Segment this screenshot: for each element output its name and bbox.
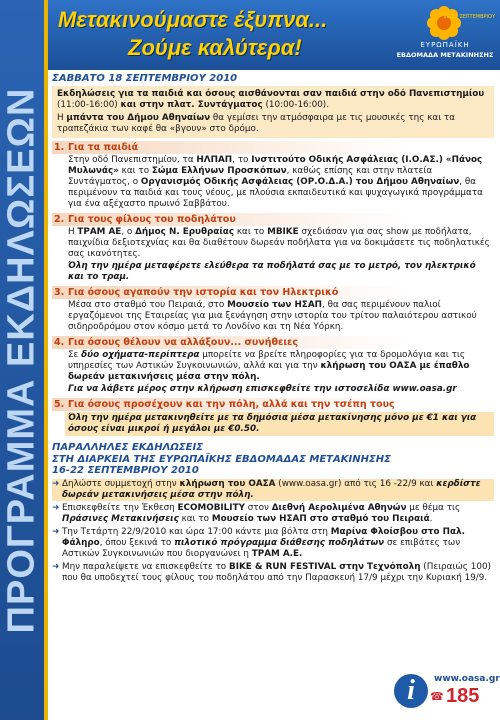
s1-a: Στην οδό Πανεπιστημίου, τα	[68, 155, 197, 165]
list-item-text	[62, 527, 494, 560]
s1-c: , το	[232, 155, 252, 165]
mobility-week-logo	[395, 6, 495, 66]
b2-a: Επισκεφθείτε την Έκθεση	[62, 502, 178, 513]
side-title-text: ΠΡΟΓΡΑΜΜΑ ΕΚΔΗΛΩΣΕΩΝ	[0, 87, 43, 633]
section-number: 1.	[54, 142, 65, 153]
s1-i: , θα περιμένουν τα παιδιά και τους νέους, με πλούσια εκπαιδευτικά και ψυχαγωγικά προγράμματα για ένα αξέχαστο πρωινό Σαββάτου.	[68, 177, 483, 209]
section-paragraph	[68, 300, 494, 333]
s2-d: Δήμος Ν. Ερυθραίας	[135, 227, 235, 237]
list-item	[52, 527, 494, 560]
b3-d: πιλοτικό πρόγραμμα διάθεσης ποδηλάτων	[174, 537, 385, 548]
b3-b: Μαρίνα Φλοίσβου στο Παλ. Φάληρο	[62, 526, 465, 548]
parallel-events	[52, 442, 494, 584]
b2-e: με θέμα τις	[406, 502, 461, 513]
footer-contact	[390, 668, 500, 716]
section-history	[52, 286, 494, 333]
info-icon: i	[394, 674, 428, 708]
intro2-b: μπάντα του Δήμου Αθηναίων	[66, 113, 211, 123]
b3-f: ΤΡΑΜ Α.Ε.	[251, 548, 303, 559]
phone-icon: ☎	[430, 690, 444, 703]
b3-e: σε επιβάτες των Αστικών Συγκοινωνιών που διοργανώνει η	[62, 537, 461, 559]
b2-d: Διεθνή Αερολιμένα Αθηνών	[271, 502, 407, 513]
program-content	[52, 72, 494, 672]
section-number: 4.	[54, 337, 65, 348]
s2-e: και το	[234, 227, 268, 237]
section-body	[52, 350, 494, 395]
b2-c: στον	[244, 502, 272, 513]
section-fares	[52, 398, 494, 436]
b2-g: και το	[178, 513, 212, 524]
section-body	[52, 227, 494, 283]
section-number: 3.	[54, 287, 65, 298]
b3-c: , όπου ξεκινά το	[99, 537, 175, 548]
b1-a: Δηλώστε συμμετοχή στην	[62, 478, 180, 489]
intro-paragraph-2	[57, 113, 489, 135]
list-item	[52, 479, 494, 501]
b4-c: (Πειραιώς 100) που θα υποδεχτεί τους φίλους του ποδηλάτου από την Παρασκευή 17/9 μέχρι την Κυριακή 19/9.	[62, 561, 491, 583]
b2-f: Πράσινες Μετακινήσεις	[62, 513, 179, 524]
section-paragraph	[68, 350, 494, 383]
section-habits	[52, 336, 494, 395]
oasa-url-link[interactable]: www.oasa.gr	[434, 674, 500, 684]
section-title: Για τα παιδιά	[68, 142, 138, 153]
slogan-line2: Ζούμε καλύτερα!	[128, 35, 302, 60]
intro2-a: Η	[57, 113, 67, 123]
section-note: Για να λάβετε μέρος στην κλήρωση επισκεφθείτε την ιστοσελίδα www.oasa.gr	[68, 384, 457, 394]
s1-d: Ινστιτούτο Οδικής Ασφάλειας (Ι.Ο.ΑΣ.) «Πάνος Μυλωνάς»	[68, 155, 483, 176]
section-title: Για όσους θέλουν να αλλάξουν... συνήθειες	[68, 337, 298, 348]
section-title: Για όσους προσέχουν και την πόλη, αλλά και την τσέπη τους	[68, 399, 395, 410]
list-item-text	[62, 562, 494, 584]
section-heading	[52, 141, 494, 154]
s1-e: και το	[118, 166, 152, 176]
section-paragraph	[68, 227, 494, 260]
s3-b: Μουσείο των ΗΣΑΠ	[227, 300, 322, 310]
section-heading	[52, 336, 494, 349]
s3-c: , θα σας περιμένουν παλιοί εργαζόμενοι της Εταιρείας για μια ξενάγηση στην ιστορία του τρίτου παλαιότερου αστικού σιδηροδρόμου στον κόσμο μετά το Λονδίνο και τη Νέα Υόρκη.	[68, 300, 477, 332]
section-cyclists	[52, 213, 494, 283]
b3-a: Την Τετάρτη 22/9/2010 και ώρα 17:00 κάντε μια βόλτα στη	[62, 526, 331, 537]
intro2-c: θα γεμίσει την ατμόσφαιρα με τις μουσικές της και τα τραπεζάκια των καφέ θα «βγουν» στο δρόμο.	[57, 113, 456, 134]
section-heading	[52, 213, 494, 226]
b4-b: BIKE & RUN FESTIVAL στην Τεχνόπολη	[229, 561, 421, 572]
intro-box	[52, 86, 494, 138]
section-title: Για όσους αγαπούν την ιστορία και τον Ηλεκτρικό	[68, 287, 339, 298]
intro-paragraph-1	[57, 89, 489, 111]
s3-a: Μέσα στο σταθμό του Πειραιά, στο	[68, 300, 228, 310]
logo-date: 16-22 ΣΕΠΤΕΜΒΡΙΟΥ	[443, 14, 495, 20]
s2-b: ΤΡΑΜ ΑΕ	[77, 227, 122, 237]
s1-b: ΗΛΠΑΠ	[196, 155, 233, 165]
s4-b: δύο οχήματα-περίπτερα	[81, 350, 200, 360]
arrow-bullet-icon: ➜	[52, 561, 60, 572]
s4-c: μπορείτε να βρείτε πληροφορίες για τα δρομολόγια και τις υπηρεσίες των Αστικών Συγκοινωνιών, αλλά και για την	[68, 350, 465, 371]
list-item-text	[62, 503, 494, 525]
section-title: Για τους φίλους του ποδηλάτου	[68, 214, 236, 225]
list-item	[52, 562, 494, 584]
slogan	[58, 6, 358, 62]
logo-line2: ΕΒΔΟΜΑΔΑ ΜΕΤΑΚΙΝΗΣΗΣ	[396, 51, 494, 59]
s1-h: Οργανισμός Οδικής Ασφάλειας (ΟΡ.Ο.Δ.Α.) του Δήμου Αθηναίων	[140, 177, 460, 187]
section-heading	[52, 398, 494, 411]
parallel-title-2: ΣΤΗ ΔΙΑΡΚΕΙΑ ΤΗΣ ΕΥΡΩΠΑΪΚΗΣ ΕΒΔΟΜΑΔΑΣ ΜΕΤΑΚΙΝΗΣΗΣ	[52, 453, 391, 465]
phone-number: 185	[446, 685, 480, 707]
s4-a: Σε	[68, 350, 82, 360]
s2-c: , ο	[121, 227, 136, 237]
s2-g: σχεδιάσαν για σας show με ποδήλατα, παιχνίδια δεξιοτεχνίας και θα διαθέτουν δωρεάν ποδήλατα για να δοκιμάσετε τις ποδηλατικές σας ικανότητες.	[68, 227, 490, 259]
b2-b: ECOMOBILITY	[177, 502, 245, 513]
list-item	[52, 503, 494, 525]
b4-a: Μην παραλείψετε να επισκεφθείτε το	[62, 561, 229, 572]
intro1-c: και στην πλατ. Συντάγματος	[120, 100, 263, 110]
s2-a: Η	[68, 227, 78, 237]
intro1-b: (11:00-16:00)	[57, 100, 121, 110]
parallel-title-3: 16-22 ΣΕΠΤΕΜΒΡΙΟΥ 2010	[52, 465, 199, 476]
b2-h: Μουσείο των ΗΣΑΠ στο σταθμό του Πειραιά	[211, 513, 430, 524]
section-kids	[52, 141, 494, 210]
s4-d: κλήρωση του ΟΑΣΑ με έπαθλο δωρεάν μετακινήσεις μέσα στην πόλη.	[68, 361, 470, 382]
event-date: ΣΑΒΒΑΤΟ 18 ΣΕΠΤΕΜΒΡΙΟΥ 2010	[52, 73, 238, 84]
section-note: Όλη την ημέρα μεταφέρετε ελεύθερα τα ποδήλατά σας με το μετρό, τον ηλεκτρικό και το τραμ.	[68, 261, 476, 282]
b1-b: κλήρωση του ΟΑΣΑ	[179, 478, 276, 489]
arrow-bullet-icon: ➜	[52, 502, 60, 513]
s2-f: MBIKE	[267, 227, 299, 237]
section-highlight: Όλη την ημέρα μετακινηθείτε με τα δημόσια μέσα μετακίνησης μόνο με €1 και για όσους είναι μικροί ή μεγάλοι με €0.50.	[65, 412, 494, 436]
b2-i: .	[429, 513, 433, 524]
s1-f: Σώμα Ελλήνων Προσκόπων	[151, 166, 287, 176]
flower-icon	[427, 6, 461, 40]
section-body	[52, 412, 494, 436]
slogan-line1: Μετακινούμαστε έξυπνα...	[58, 7, 328, 32]
section-body	[52, 300, 494, 333]
section-heading	[52, 286, 494, 299]
arrow-bullet-icon: ➜	[52, 478, 60, 489]
parallel-title-1: ΠΑΡΑΛΛΗΛΕΣ ΕΚΔΗΛΩΣΕΙΣ	[52, 442, 204, 453]
section-body	[52, 155, 494, 210]
b1-d: κερδίστε δωρεάν μετακινήσεις μέσα στην πόλη.	[62, 478, 481, 500]
logo-line1: ΕΥΡΩΠΑΪΚΗ	[420, 41, 470, 49]
arrow-bullet-icon: ➜	[52, 526, 60, 537]
b1-c: (www.oasa.gr) από τις 16 -22/9 και	[275, 478, 437, 489]
intro1-d: (10:00-16:00).	[262, 100, 330, 110]
list-item-text	[62, 479, 494, 501]
intro1-a: Εκδηλώσεις για τα παιδιά και όσους αισθάνονται σαν παιδιά στην οδό Πανεπιστημίου	[57, 89, 485, 99]
side-stripe	[44, 0, 48, 720]
section-number: 2.	[54, 214, 65, 225]
s1-g: , καθώς επίσης και στην πλατεία Συντάγματος, ο	[68, 166, 433, 187]
section-paragraph	[68, 155, 494, 210]
section-number: 5.	[54, 399, 65, 410]
side-title	[0, 0, 44, 720]
